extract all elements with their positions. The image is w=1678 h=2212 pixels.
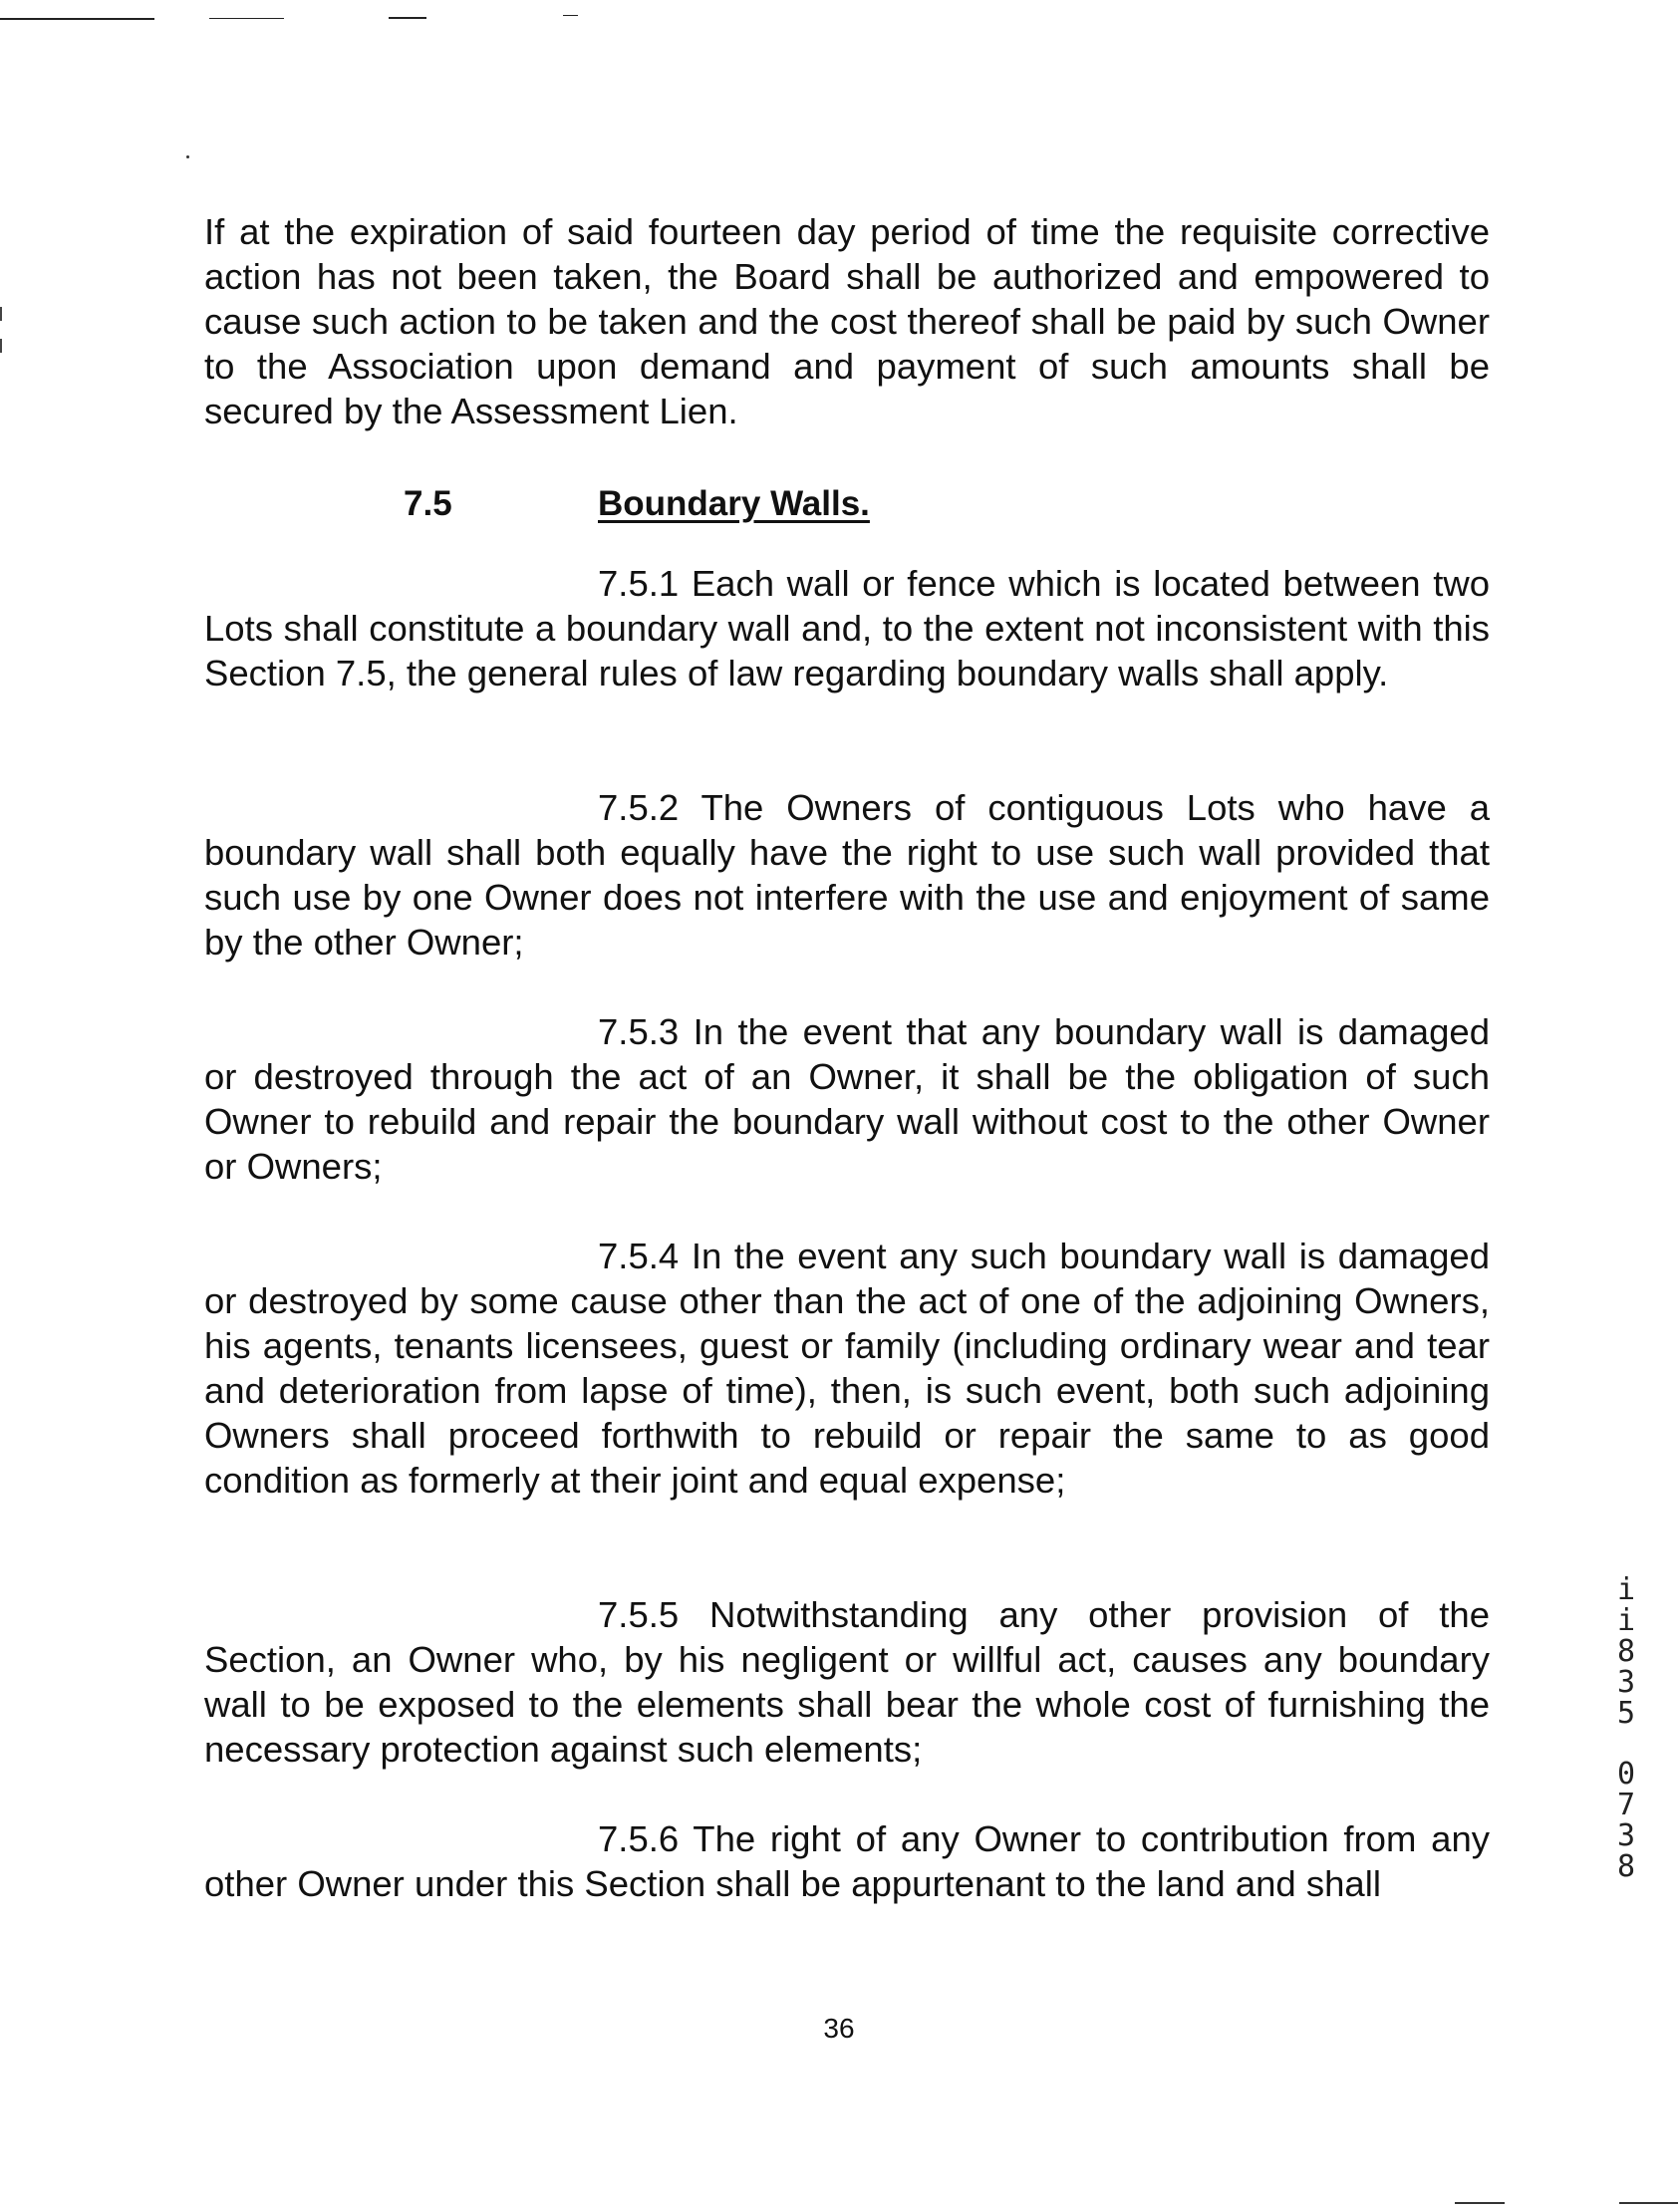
scan-artifact-line xyxy=(563,15,578,16)
opening-paragraph: If at the expiration of said fourteen day period of time the requisite corrective action has not been taken, the Board shall be authorized and empowered to cause such action to be taken and the cost thereof shall be paid by such Owner to the Association upon demand and payment of such amounts shall be secured by the Assessment Lien. xyxy=(204,211,1490,431)
paragraph-text: 7.5.5 Notwithstanding any other provision of the Section, an Owner who, by his negligent or willful act, causes any boundary wall to be exposed to the elements shall bear the whole cost of furnishing the necessary protection against such elements; xyxy=(204,1594,1490,1770)
paragraph-7-5-2 xyxy=(204,785,1490,965)
section-title: Boundary Walls. xyxy=(598,484,870,523)
recording-stamp xyxy=(1611,1574,1641,1882)
paragraph-7-5-3 xyxy=(204,1009,1490,1189)
paragraph-text: 7.5.4 In the event any such boundary wall is damaged or destroyed by some cause other than the act of one of the adjoining Owners, his agents, tenants licensees, guest or family (including ordinary wear and tear and deterioration from lapse of time), then, is such event, both such adjoining Owners shall proceed forthwith to rebuild or repair the same to as good condition as formerly at their joint and equal expense; xyxy=(204,1236,1490,1501)
stamp-char: 3 xyxy=(1616,1665,1636,1700)
paragraph-7-5-5 xyxy=(204,1592,1490,1772)
paragraph-7-5-1 xyxy=(204,561,1490,695)
stamp-gap xyxy=(1611,1729,1641,1759)
stamp-char: 8 xyxy=(1616,1634,1636,1669)
paragraph-text: 7.5.1 Each wall or fence which is located between two Lots shall constitute a boundary wall and, to the extent not inconsistent with this Section 7.5, the general rules of law regarding boundary walls shall apply. xyxy=(204,563,1490,693)
scan-artifact-dot xyxy=(186,155,189,158)
stamp-char: 8 xyxy=(1616,1849,1636,1884)
stamp-char: 5 xyxy=(1616,1696,1636,1731)
stamp-char: 0 xyxy=(1616,1757,1636,1792)
paragraph-text: 7.5.6 The right of any Owner to contribution from any other Owner under this Section shall be appurtenant to the land and shall xyxy=(204,1818,1490,1904)
section-number: 7.5 xyxy=(404,484,452,523)
page-number: 36 xyxy=(823,2013,855,2044)
paragraph-7-5-4 xyxy=(204,1234,1490,1503)
scan-artifact-line xyxy=(0,18,154,20)
scan-artifact-line xyxy=(389,17,426,19)
stamp-char: i xyxy=(1616,1603,1636,1638)
margin-tick xyxy=(0,307,2,321)
paragraph-7-5-6 xyxy=(204,1816,1490,1906)
scan-artifact-line xyxy=(1455,2202,1505,2204)
paragraph-text: 7.5.2 The Owners of contiguous Lots who have a boundary wall shall both equally have the right to use such wall provided that such use by one Owner does not interfere with the use and enjoyment of same by the other Owner; xyxy=(204,787,1490,963)
scan-artifact-line xyxy=(209,18,284,19)
margin-tick xyxy=(0,339,2,353)
scan-artifact-line xyxy=(1619,2202,1678,2204)
stamp-char: i xyxy=(1616,1572,1636,1607)
paragraph-text: 7.5.3 In the event that any boundary wall is damaged or destroyed through the act of an Owner, it shall be the obligation of such Owner to rebuild and repair the boundary wall without cost to the other Owner or Owners; xyxy=(204,1011,1490,1187)
stamp-char: 3 xyxy=(1616,1818,1636,1853)
stamp-char: 7 xyxy=(1616,1788,1636,1822)
section-heading xyxy=(404,484,870,524)
